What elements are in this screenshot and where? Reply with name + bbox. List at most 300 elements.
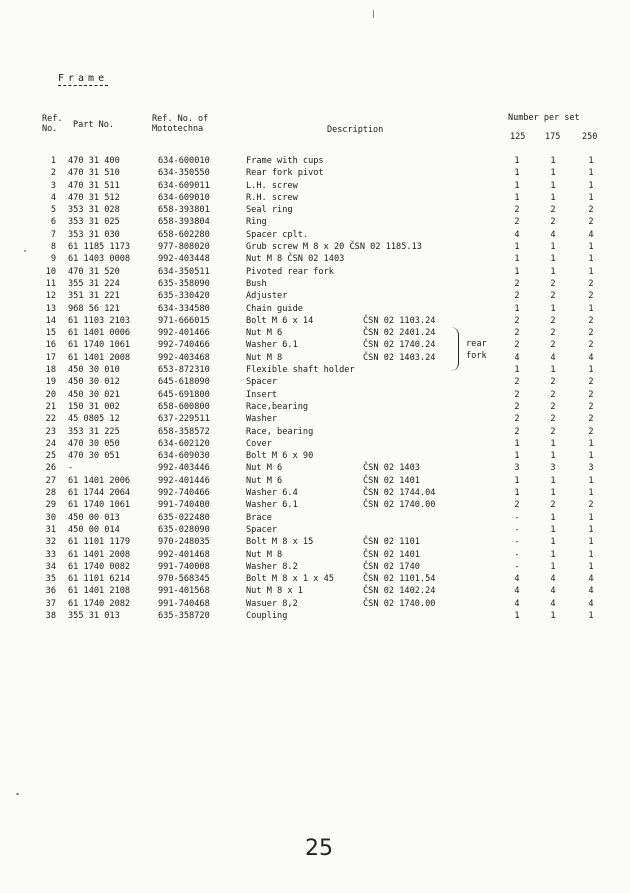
row-mototechna-ref: 977-808020 <box>158 242 210 253</box>
row-ref-no: 35 <box>45 574 56 585</box>
row-part-no: 470 30 051 <box>68 451 120 462</box>
row-description: Bolt M 6 x 14 <box>246 315 314 326</box>
row-qty-250: 2 <box>588 500 594 511</box>
row-qty-125: 1 <box>514 610 520 621</box>
row-qty-175: 2 <box>550 217 556 228</box>
table-row <box>0 327 630 339</box>
row-qty-250: 1 <box>588 254 594 265</box>
row-description: Seal ring <box>246 205 293 216</box>
row-mototechna-ref: 635-330420 <box>158 291 210 302</box>
row-ref-no: 11 <box>45 278 56 289</box>
row-ref-no: 34 <box>45 561 56 572</box>
table-row <box>0 315 630 327</box>
row-ref-no: 5 <box>50 205 56 216</box>
row-ref-no: 12 <box>45 291 56 302</box>
row-description: Nut M 6 <box>246 475 283 486</box>
table-row <box>0 253 630 265</box>
row-qty-175: 2 <box>550 291 556 302</box>
row-mototechna-ref: 635-358090 <box>158 278 210 289</box>
row-mototechna-ref: 635-358720 <box>158 610 210 621</box>
row-qty-250: 2 <box>588 217 594 228</box>
table-row <box>0 303 630 315</box>
row-mototechna-ref: 658-600800 <box>158 401 210 412</box>
row-qty-250: 1 <box>588 438 594 449</box>
row-description: Nut M 6 <box>246 463 283 474</box>
row-standard: ČSN 02 1101 <box>363 537 420 548</box>
table-row <box>0 192 630 204</box>
table-row <box>0 499 630 511</box>
row-ref-no: 30 <box>45 512 56 523</box>
row-qty-125: 2 <box>514 377 520 388</box>
row-part-no: 470 31 400 <box>68 156 120 166</box>
row-ref-no: 2 <box>50 168 56 179</box>
row-part-no: 450 30 012 <box>68 377 120 388</box>
row-description: Insert <box>246 389 278 400</box>
row-part-no: 450 30 010 <box>68 365 120 376</box>
row-mototechna-ref: 634-609010 <box>158 192 210 203</box>
row-ref-no: 33 <box>45 549 56 560</box>
row-qty-125: 2 <box>514 389 520 400</box>
row-standard: ČSN 02 1744.04 <box>363 488 436 499</box>
row-qty-250: 2 <box>588 414 594 425</box>
row-part-no: 61 1401 2108 <box>68 586 131 597</box>
row-qty-175: 2 <box>550 377 556 388</box>
row-ref-no: 38 <box>45 610 56 621</box>
row-qty-250: 1 <box>588 156 594 166</box>
row-description: Brace <box>246 512 272 523</box>
row-description: Flexible shaft holder <box>246 365 355 376</box>
row-standard: ČSN 02 1740.00 <box>363 500 436 511</box>
row-description: Grub screw M 8 x 20 ČSN 02 1185.13 <box>246 242 422 253</box>
row-description: Spacer cplt. <box>246 229 309 240</box>
row-description: Nut M 6 <box>246 328 283 339</box>
row-mototechna-ref: 992-403468 <box>158 352 210 363</box>
row-qty-250: 2 <box>588 340 594 351</box>
row-qty-250: 2 <box>588 377 594 388</box>
row-qty-125: 2 <box>514 291 520 302</box>
row-qty-125: 1 <box>514 475 520 486</box>
row-qty-175: 2 <box>550 278 556 289</box>
row-qty-175: 1 <box>550 488 556 499</box>
row-qty-175: 3 <box>550 463 556 474</box>
row-part-no: 353 31 030 <box>68 229 120 240</box>
header-description: Description <box>327 125 384 135</box>
row-ref-no: 24 <box>45 438 56 449</box>
row-qty-125: 2 <box>514 426 520 437</box>
row-description: Adjuster <box>246 291 288 302</box>
row-qty-175: 1 <box>550 180 556 191</box>
row-description: Chain guide <box>246 303 303 314</box>
row-qty-250: 2 <box>588 401 594 412</box>
table-row <box>0 512 630 524</box>
row-qty-175: 2 <box>550 389 556 400</box>
table-row <box>0 610 630 622</box>
row-qty-175: 2 <box>550 315 556 326</box>
row-part-no: 61 1401 2006 <box>68 475 131 486</box>
row-part-no: 61 1401 0006 <box>68 328 131 339</box>
row-qty-250: 2 <box>588 328 594 339</box>
row-qty-175: 2 <box>550 426 556 437</box>
header-col-250: 250 <box>582 132 598 142</box>
row-qty-250: 1 <box>588 488 594 499</box>
row-standard: ČSN 02 2401.24 <box>363 328 436 339</box>
table-row <box>0 155 630 167</box>
row-ref-no: 36 <box>45 586 56 597</box>
header-col-175: 175 <box>545 132 561 142</box>
row-part-no: - <box>68 463 74 474</box>
row-description: Washer <box>246 414 278 425</box>
row-qty-175: 2 <box>550 500 556 511</box>
row-part-no: 450 00 014 <box>68 524 120 535</box>
row-description: Bush <box>246 278 267 289</box>
table-row <box>0 549 630 561</box>
row-mototechna-ref: 645-691800 <box>158 389 210 400</box>
row-qty-175: 1 <box>550 266 556 277</box>
row-ref-no: 4 <box>50 192 56 203</box>
table-row <box>0 413 630 425</box>
row-description: Nut M 8 <box>246 549 283 560</box>
row-ref-no: 10 <box>45 266 56 277</box>
row-standard: ČSN 02 1103.24 <box>363 315 436 326</box>
row-mototechna-ref: 634-609030 <box>158 451 210 462</box>
row-qty-250: 2 <box>588 426 594 437</box>
row-description: Pivoted rear fork <box>246 266 334 277</box>
row-qty-250: 1 <box>588 365 594 376</box>
row-part-no: 61 1740 0082 <box>68 561 131 572</box>
row-description: Spacer <box>246 524 278 535</box>
row-part-no: 470 30 050 <box>68 438 120 449</box>
row-ref-no: 29 <box>45 500 56 511</box>
row-part-no: 355 31 224 <box>68 278 120 289</box>
table-row <box>0 426 630 438</box>
row-mototechna-ref: 970-568345 <box>158 574 210 585</box>
row-part-no: 355 31 013 <box>68 610 120 621</box>
table-row <box>0 475 630 487</box>
row-mototechna-ref: 634-602120 <box>158 438 210 449</box>
row-mototechna-ref: 658-393801 <box>158 205 210 216</box>
row-qty-175: 1 <box>550 537 556 548</box>
table-row <box>0 241 630 253</box>
row-ref-no: 26 <box>45 463 56 474</box>
row-description: Coupling <box>246 610 288 621</box>
row-qty-250: 4 <box>588 229 594 240</box>
row-part-no: 470 31 511 <box>68 180 120 191</box>
header-col-125: 125 <box>510 132 526 142</box>
row-part-no: 968 56 121 <box>68 303 120 314</box>
table-row <box>0 376 630 388</box>
row-qty-175: 1 <box>550 524 556 535</box>
row-part-no: 353 31 028 <box>68 205 120 216</box>
row-qty-125: 2 <box>514 217 520 228</box>
row-standard: ČSN 02 1401 <box>363 475 420 486</box>
table-row <box>0 352 630 364</box>
row-mototechna-ref: 634-350550 <box>158 168 210 179</box>
row-qty-125: - <box>514 537 520 548</box>
table-row <box>0 561 630 573</box>
table-row <box>0 462 630 474</box>
row-description: Frame with cups <box>246 156 324 166</box>
row-qty-250: 1 <box>588 242 594 253</box>
row-qty-175: 4 <box>550 586 556 597</box>
row-description: L.H. screw <box>246 180 298 191</box>
row-mototechna-ref: 653-872310 <box>158 365 210 376</box>
row-qty-125: 1 <box>514 254 520 265</box>
row-ref-no: 1 <box>50 156 56 166</box>
row-qty-175: 1 <box>550 242 556 253</box>
section-title: Frame <box>58 73 109 84</box>
row-ref-no: 17 <box>45 352 56 363</box>
row-qty-175: 1 <box>550 610 556 621</box>
row-qty-125: 2 <box>514 500 520 511</box>
row-qty-250: 1 <box>588 537 594 548</box>
row-standard: ČSN 02 1402.24 <box>363 586 436 597</box>
row-qty-125: 1 <box>514 266 520 277</box>
row-part-no: 61 1740 2082 <box>68 598 131 609</box>
row-qty-125: 4 <box>514 229 520 240</box>
row-qty-250: 4 <box>588 352 594 363</box>
row-part-no: 61 1185 1173 <box>68 242 131 253</box>
row-mototechna-ref: 992-401468 <box>158 549 210 560</box>
row-standard: ČSN 02 1101.54 <box>363 574 436 585</box>
row-ref-no: 16 <box>45 340 56 351</box>
row-part-no: 61 1740 1061 <box>68 500 131 511</box>
row-ref-no: 23 <box>45 426 56 437</box>
row-description: Nut M 8 x 1 <box>246 586 303 597</box>
row-ref-no: 14 <box>45 315 56 326</box>
row-qty-125: 4 <box>514 586 520 597</box>
table-row <box>0 438 630 450</box>
row-part-no: 61 1401 2008 <box>68 549 131 560</box>
row-qty-125: 1 <box>514 438 520 449</box>
row-ref-no: 20 <box>45 389 56 400</box>
row-mototechna-ref: 635-028090 <box>158 524 210 535</box>
row-mototechna-ref: 992-740466 <box>158 488 210 499</box>
row-qty-125: 2 <box>514 340 520 351</box>
row-qty-250: 1 <box>588 561 594 572</box>
row-description: Nut M 8 ČSN 02 1403 <box>246 254 345 265</box>
table-row <box>0 585 630 597</box>
row-mototechna-ref: 637-229511 <box>158 414 210 425</box>
row-description: Spacer <box>246 377 278 388</box>
row-mototechna-ref: 971-666015 <box>158 315 210 326</box>
row-qty-250: 4 <box>588 586 594 597</box>
row-qty-175: 1 <box>550 549 556 560</box>
row-description: Rear fork pivot <box>246 168 324 179</box>
row-part-no: 470 31 510 <box>68 168 120 179</box>
table-row <box>0 216 630 228</box>
row-mototechna-ref: 991-740468 <box>158 598 210 609</box>
row-description: Bolt M 8 x 15 <box>246 537 314 548</box>
row-standard: ČSN 02 1740.24 <box>363 340 436 351</box>
row-qty-175: 1 <box>550 303 556 314</box>
table-row <box>0 364 630 376</box>
row-qty-125: 1 <box>514 168 520 179</box>
row-qty-250: 1 <box>588 266 594 277</box>
table-row <box>0 278 630 290</box>
row-mototechna-ref: 658-393804 <box>158 217 210 228</box>
row-ref-no: 9 <box>50 254 56 265</box>
row-standard: ČSN 02 1740.00 <box>363 598 436 609</box>
row-qty-250: 2 <box>588 278 594 289</box>
row-mototechna-ref: 634-609011 <box>158 180 210 191</box>
row-mototechna-ref: 658-602280 <box>158 229 210 240</box>
row-ref-no: 19 <box>45 377 56 388</box>
row-qty-175: 2 <box>550 401 556 412</box>
table-row <box>0 389 630 401</box>
table-row <box>0 167 630 179</box>
row-ref-no: 27 <box>45 475 56 486</box>
row-qty-125: 2 <box>514 328 520 339</box>
row-ref-no: 8 <box>50 242 56 253</box>
row-part-no: 61 1101 1179 <box>68 537 131 548</box>
table-row <box>0 180 630 192</box>
table-row <box>0 573 630 585</box>
row-part-no: 61 1401 2008 <box>68 352 131 363</box>
row-part-no: 470 31 520 <box>68 266 120 277</box>
row-qty-125: 4 <box>514 352 520 363</box>
row-mototechna-ref: 658-358572 <box>158 426 210 437</box>
header-part-no: Part No. <box>73 120 114 130</box>
table-row <box>0 524 630 536</box>
row-qty-125: 1 <box>514 303 520 314</box>
row-qty-125: 2 <box>514 401 520 412</box>
row-part-no: 450 00 013 <box>68 512 120 523</box>
table-row <box>0 536 630 548</box>
header-number-per-set: Number per set <box>508 113 580 123</box>
row-qty-250: 2 <box>588 315 594 326</box>
row-mototechna-ref: 991-740008 <box>158 561 210 572</box>
row-ref-no: 37 <box>45 598 56 609</box>
row-mototechna-ref: 992-403446 <box>158 463 210 474</box>
row-qty-175: 2 <box>550 414 556 425</box>
row-qty-175: 2 <box>550 205 556 216</box>
row-description: Washer 6.1 <box>246 500 298 511</box>
row-ref-no: 18 <box>45 365 56 376</box>
row-mototechna-ref: 645-618090 <box>158 377 210 388</box>
row-qty-175: 1 <box>550 254 556 265</box>
row-description: Bolt M 6 x 90 <box>246 451 314 462</box>
row-mototechna-ref: 635-022480 <box>158 512 210 523</box>
row-qty-175: 4 <box>550 598 556 609</box>
table-row <box>0 487 630 499</box>
row-part-no: 61 1740 1061 <box>68 340 131 351</box>
table-row <box>0 401 630 413</box>
row-part-no: 45 0805 12 <box>68 414 120 425</box>
row-qty-125: 1 <box>514 156 520 166</box>
row-description: R.H. screw <box>246 192 298 203</box>
row-mototechna-ref: 634-334580 <box>158 303 210 314</box>
table-row <box>0 229 630 241</box>
row-qty-125: 1 <box>514 242 520 253</box>
row-mototechna-ref: 991-740400 <box>158 500 210 511</box>
row-mototechna-ref: 992-740466 <box>158 340 210 351</box>
row-mototechna-ref: 634-600010 <box>158 156 210 166</box>
row-description: Washer 6.4 <box>246 488 298 499</box>
row-description: Washer 6.1 <box>246 340 298 351</box>
row-part-no: 470 31 512 <box>68 192 120 203</box>
row-description: Race, bearing <box>246 426 314 437</box>
row-standard: ČSN 02 1403 <box>363 463 420 474</box>
parts-table <box>0 155 630 622</box>
row-mototechna-ref: 992-403448 <box>158 254 210 265</box>
row-part-no: 61 1744 2064 <box>68 488 131 499</box>
row-ref-no: 28 <box>45 488 56 499</box>
row-qty-250: 2 <box>588 291 594 302</box>
row-qty-125: 3 <box>514 463 520 474</box>
row-qty-250: 1 <box>588 549 594 560</box>
row-qty-250: 4 <box>588 574 594 585</box>
row-ref-no: 3 <box>50 180 56 191</box>
row-standard: ČSN 02 1401 <box>363 549 420 560</box>
row-standard: ČSN 02 1403.24 <box>363 352 436 363</box>
row-qty-125: - <box>514 561 520 572</box>
row-mototechna-ref: 634-350511 <box>158 266 210 277</box>
row-description: Ring <box>246 217 267 228</box>
row-qty-125: 1 <box>514 192 520 203</box>
row-ref-no: 25 <box>45 451 56 462</box>
table-row <box>0 598 630 610</box>
row-ref-no: 13 <box>45 303 56 314</box>
row-qty-175: 2 <box>550 340 556 351</box>
row-qty-250: 3 <box>588 463 594 474</box>
table-row <box>0 204 630 216</box>
row-qty-125: - <box>514 549 520 560</box>
row-qty-175: 2 <box>550 328 556 339</box>
row-qty-175: 4 <box>550 574 556 585</box>
row-qty-125: - <box>514 524 520 535</box>
table-row <box>0 290 630 302</box>
row-qty-250: 1 <box>588 512 594 523</box>
row-description: Race,bearing <box>246 401 309 412</box>
row-qty-175: 4 <box>550 229 556 240</box>
row-ref-no: 31 <box>45 524 56 535</box>
row-part-no: 61 1101 6214 <box>68 574 131 585</box>
row-qty-250: 1 <box>588 303 594 314</box>
row-ref-no: 6 <box>50 217 56 228</box>
row-qty-125: 1 <box>514 488 520 499</box>
row-part-no: 61 1103 2103 <box>68 315 131 326</box>
row-ref-no: 15 <box>45 328 56 339</box>
scan-speck <box>16 793 19 795</box>
row-qty-250: 1 <box>588 192 594 203</box>
row-mototechna-ref: 992-401466 <box>158 328 210 339</box>
row-qty-125: 1 <box>514 451 520 462</box>
row-qty-250: 2 <box>588 389 594 400</box>
row-qty-250: 1 <box>588 475 594 486</box>
row-qty-175: 1 <box>550 438 556 449</box>
row-description: Nut M 8 <box>246 352 283 363</box>
row-description: Cover <box>246 438 272 449</box>
row-qty-250: 4 <box>588 598 594 609</box>
row-qty-250: 1 <box>588 168 594 179</box>
table-row <box>0 266 630 278</box>
row-description: Washer 8.2 <box>246 561 298 572</box>
row-qty-175: 4 <box>550 352 556 363</box>
header-ref-no-mototechna: Ref. No. of Mototechna <box>152 114 209 134</box>
row-ref-no: 22 <box>45 414 56 425</box>
row-ref-no: 7 <box>50 229 56 240</box>
row-qty-175: 1 <box>550 475 556 486</box>
row-ref-no: 21 <box>45 401 56 412</box>
table-row <box>0 339 630 351</box>
row-qty-175: 1 <box>550 512 556 523</box>
row-qty-125: 2 <box>514 278 520 289</box>
page-number: 25 <box>305 836 333 861</box>
row-ref-no: 32 <box>45 537 56 548</box>
row-qty-125: 4 <box>514 574 520 585</box>
row-standard: ČSN 02 1740 <box>363 561 420 572</box>
row-part-no: 351 31 221 <box>68 291 120 302</box>
